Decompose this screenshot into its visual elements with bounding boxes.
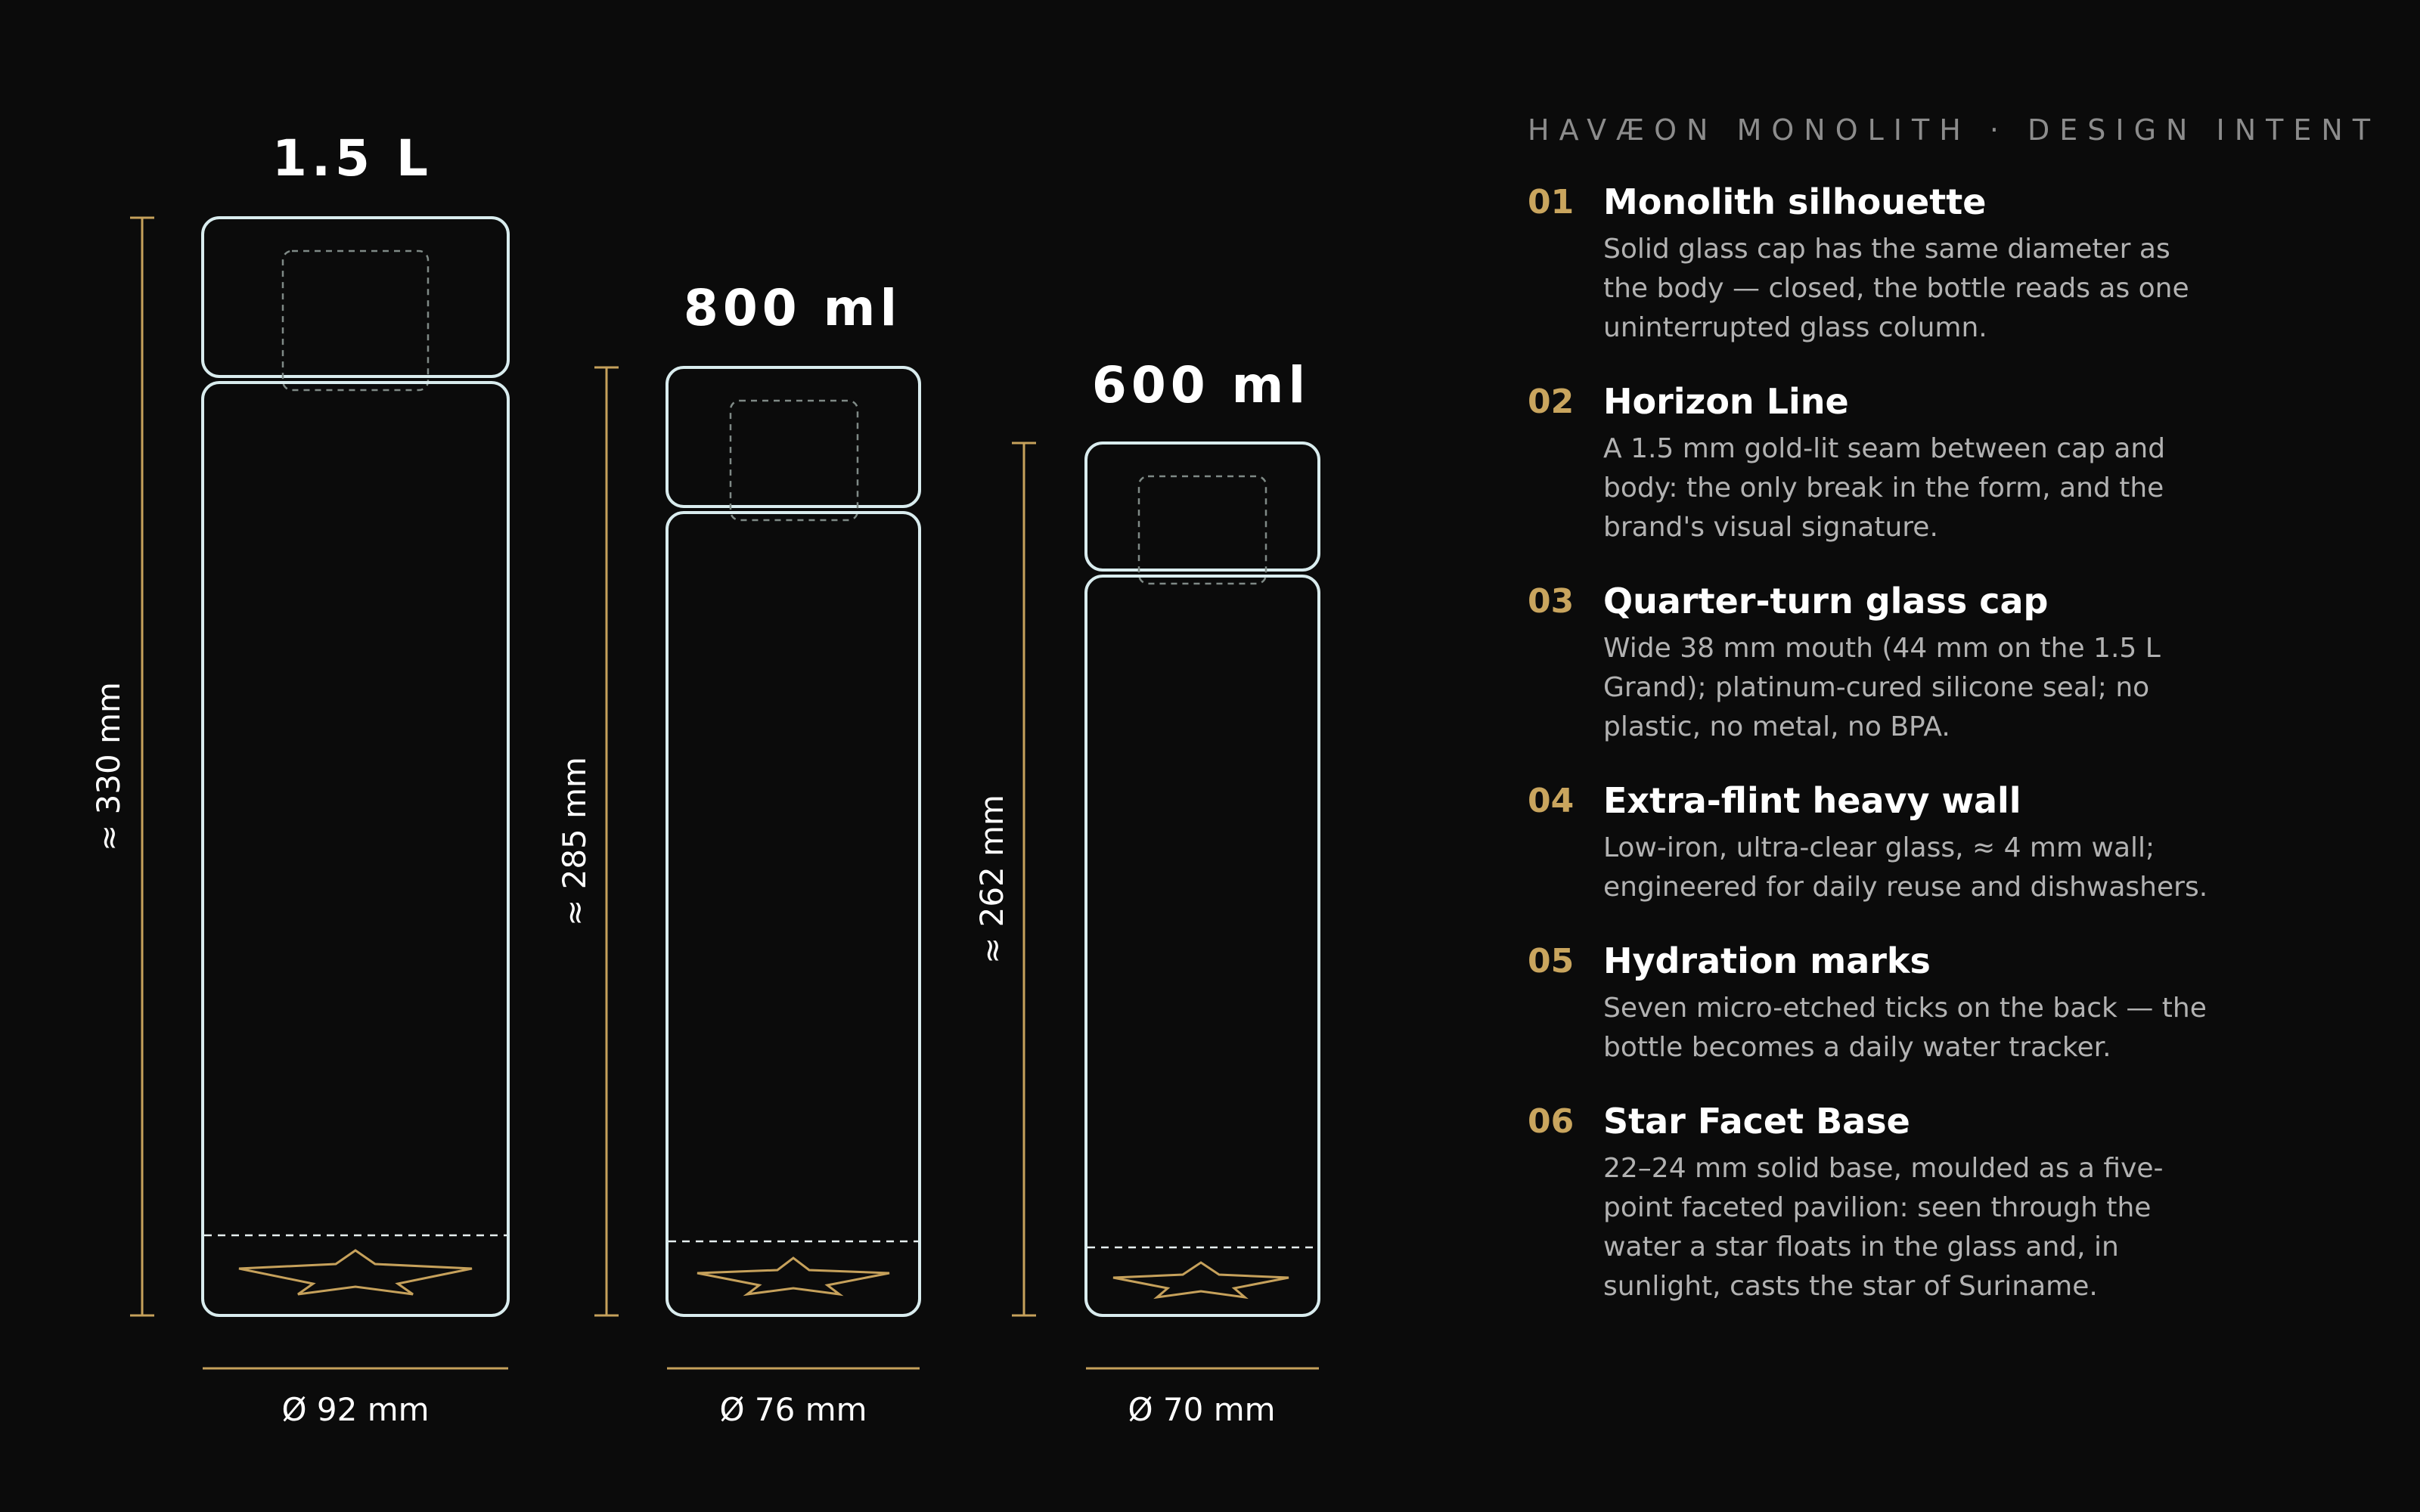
feature-description: Low-iron, ultra-clear glass, ≈ 4 mm wall; engineered for daily reuse and dishwashers. — [1603, 832, 2208, 903]
bottle-capacity-label: 1.5 L — [272, 129, 433, 187]
feature-item — [1528, 579, 2382, 747]
feature-description: 22–24 mm solid base, moulded as a five-point faceted pavilion: seen through the water a star floats in the glass and, in sunlight, casts the star of Suriname. — [1603, 1153, 2164, 1302]
bottle-capacity-label: 800 ml — [683, 279, 902, 337]
bottle-body — [203, 383, 508, 1315]
bottle-cap — [1086, 443, 1319, 570]
feature-item — [1528, 380, 2382, 547]
panel-title: HAVÆON MONOLITH · DESIGN INTENT — [1528, 113, 2381, 147]
star-facet-base — [1113, 1263, 1289, 1297]
bottle-height-label: ≈ 330 mm — [90, 682, 127, 851]
feature-description: A 1.5 mm gold-lit seam between cap and body: the only break in the form, and the brand's visual signature. — [1603, 433, 2166, 543]
feature-description: Seven micro-etched ticks on the back — the bottle becomes a daily water tracker. — [1603, 993, 2207, 1063]
design-intent-panel — [1528, 113, 2382, 1338]
star-facet-base — [697, 1258, 889, 1294]
feature-item — [1528, 779, 2382, 907]
feature-item — [1528, 1099, 2382, 1306]
feature-title: Monolith silhouette — [1603, 181, 1987, 222]
bottle-body — [1086, 576, 1319, 1315]
bottle-1-5l — [90, 129, 508, 1428]
bottle-body — [667, 513, 920, 1315]
feature-description: Wide 38 mm mouth (44 mm on the 1.5 L Grand); platinum-cured silicone seal; no plastic, no metal, no BPA. — [1603, 633, 2161, 742]
feature-title: Quarter-turn glass cap — [1603, 581, 2049, 621]
bottle-cap — [667, 367, 920, 507]
feature-title: Star Facet Base — [1603, 1101, 1910, 1142]
bottle-diameter-label: Ø 76 mm — [719, 1391, 867, 1428]
feature-title: Hydration marks — [1603, 940, 1931, 981]
feature-number: 06 — [1528, 1102, 1575, 1141]
feature-number: 05 — [1528, 942, 1575, 981]
cap-inner-mouth — [731, 401, 858, 520]
feature-item — [1528, 939, 2382, 1067]
feature-number: 03 — [1528, 582, 1575, 621]
feature-title: Extra-flint heavy wall — [1603, 780, 2021, 821]
feature-item — [1528, 180, 2382, 348]
bottle-600ml — [973, 356, 1319, 1428]
feature-number: 02 — [1528, 383, 1575, 421]
feature-number: 01 — [1528, 183, 1575, 222]
feature-number: 04 — [1528, 782, 1575, 820]
star-facet-base — [239, 1250, 472, 1294]
bottle-height-label: ≈ 285 mm — [556, 757, 593, 926]
bottle-height-label: ≈ 262 mm — [973, 795, 1010, 964]
bottle-800ml — [556, 279, 920, 1428]
bottle-cap — [203, 218, 508, 376]
cap-inner-mouth — [1139, 476, 1266, 584]
feature-description: Solid glass cap has the same diameter as the body — closed, the bottle reads as one uninterrupted glass column. — [1603, 234, 2189, 343]
bottle-diameter-label: Ø 92 mm — [281, 1391, 430, 1428]
bottle-capacity-label: 600 ml — [1091, 356, 1311, 414]
feature-title: Horizon Line — [1603, 381, 1849, 422]
bottle-diameter-label: Ø 70 mm — [1128, 1391, 1276, 1428]
cap-inner-mouth — [283, 251, 428, 390]
